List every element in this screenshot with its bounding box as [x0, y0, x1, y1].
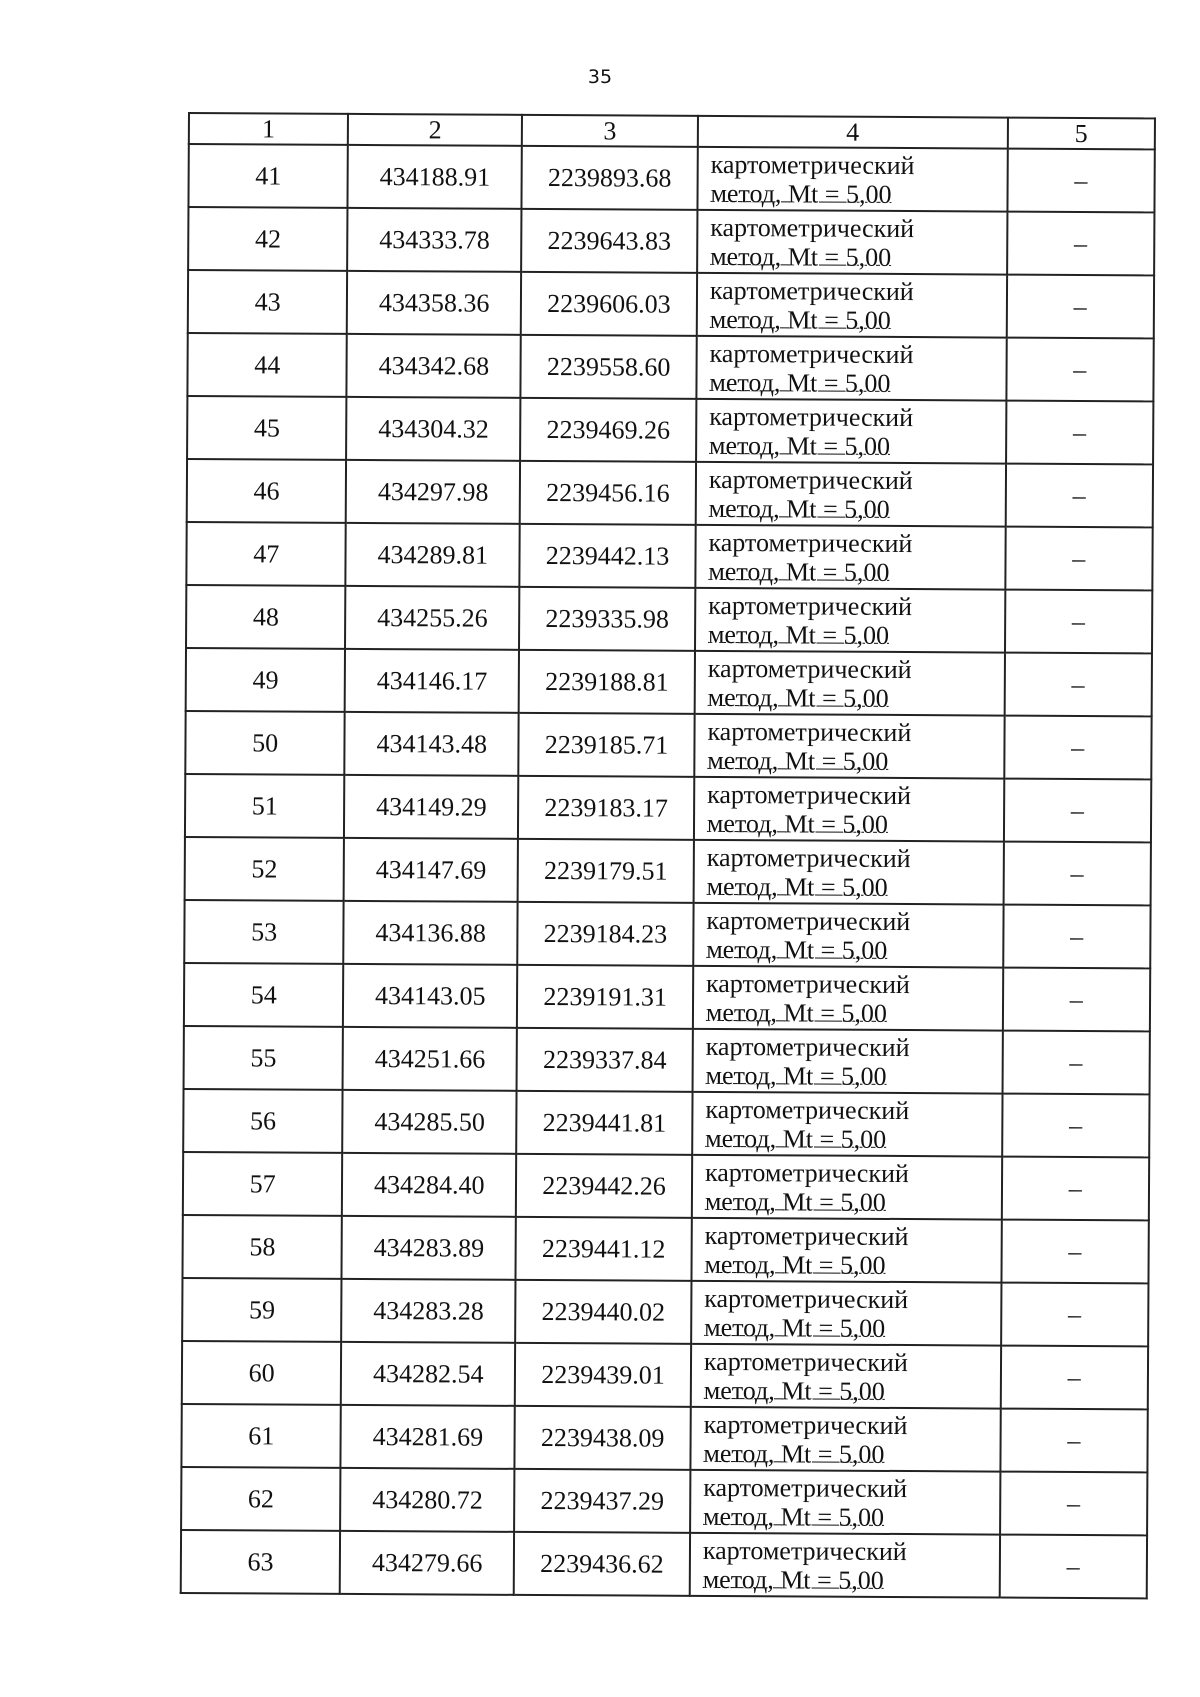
method-cell: [694, 840, 1004, 905]
method-cell: [694, 777, 1004, 842]
x-coordinate-cell: 434136.88: [344, 901, 518, 965]
method-line-2: метод, Mt = 5,00: [709, 367, 891, 398]
method-line-2: метод, Mt = 5,00: [705, 997, 887, 1028]
header-col-3: 3: [522, 115, 698, 147]
point-number-cell: 58: [182, 1215, 342, 1279]
x-coordinate-cell: 434284.40: [342, 1153, 516, 1217]
note-cell: –: [1003, 842, 1151, 906]
y-coordinate-cell: 2239558.60: [521, 335, 697, 399]
method-cell: [695, 651, 1005, 716]
point-number-cell: 50: [185, 711, 345, 775]
method-line-1: картометрический: [708, 527, 913, 558]
method-line-2: метод, Mt = 5,00: [705, 1123, 887, 1154]
method-line-2: метод, Mt = 5,00: [705, 1060, 887, 1091]
y-coordinate-cell: 2239643.83: [521, 209, 697, 273]
point-number-cell: 53: [184, 900, 344, 964]
method-line-1: картометрический: [706, 842, 911, 873]
table-row: [185, 837, 1151, 905]
method-cell: [695, 525, 1005, 590]
table-row: [186, 648, 1152, 716]
method-cell: [692, 1029, 1002, 1094]
method-line-2: метод, Mt = 5,00: [707, 745, 889, 776]
x-coordinate-cell: 434285.50: [343, 1090, 517, 1154]
point-number-cell: 45: [187, 396, 347, 460]
method-line-2: метод, Mt = 5,00: [703, 1438, 885, 1469]
y-coordinate-cell: 2239441.12: [516, 1217, 692, 1281]
method-cell: [690, 1470, 1000, 1535]
note-cell: –: [1006, 401, 1154, 465]
method-line-2: метод, Mt = 5,00: [706, 934, 888, 965]
x-coordinate-cell: 434304.32: [346, 397, 520, 461]
y-coordinate-cell: 2239185.71: [518, 713, 694, 777]
note-cell: –: [999, 1535, 1147, 1599]
point-number-cell: 42: [188, 207, 348, 271]
point-number-cell: 49: [186, 648, 346, 712]
note-cell: –: [1004, 716, 1152, 780]
method-line-1: картометрический: [704, 1220, 909, 1251]
table-row: [183, 1152, 1149, 1220]
note-cell: –: [1004, 653, 1152, 717]
point-number-cell: 63: [181, 1530, 341, 1594]
point-number-cell: 52: [185, 837, 345, 901]
method-cell: [695, 588, 1005, 653]
point-number-cell: 60: [182, 1341, 342, 1405]
y-coordinate-cell: 2239469.26: [520, 398, 696, 462]
method-line-1: картометрический: [706, 905, 911, 936]
table-row: [186, 585, 1152, 653]
method-line-1: картометрический: [710, 212, 915, 243]
y-coordinate-cell: 2239179.51: [518, 839, 694, 903]
x-coordinate-cell: 434143.05: [343, 964, 517, 1028]
method-line-1: картометрический: [704, 1283, 909, 1314]
method-line-2: метод, Mt = 5,00: [710, 241, 892, 272]
method-line-2: метод, Mt = 5,00: [704, 1312, 886, 1343]
method-line-2: метод, Mt = 5,00: [703, 1501, 885, 1532]
y-coordinate-cell: 2239337.84: [517, 1028, 693, 1092]
y-coordinate-cell: 2239183.17: [518, 776, 694, 840]
note-cell: –: [1003, 905, 1151, 969]
x-coordinate-cell: 434333.78: [348, 208, 522, 272]
x-coordinate-cell: 434149.29: [344, 775, 518, 839]
table-row: [185, 711, 1151, 779]
point-number-cell: 48: [186, 585, 346, 649]
note-cell: –: [1002, 1094, 1150, 1158]
note-cell: –: [1006, 275, 1154, 339]
method-cell: [696, 399, 1006, 464]
x-coordinate-cell: 434147.69: [344, 838, 518, 902]
note-cell: –: [1006, 338, 1154, 402]
x-coordinate-cell: 434283.89: [342, 1216, 516, 1280]
method-line-2: метод, Mt = 5,00: [708, 493, 890, 524]
note-cell: –: [1005, 464, 1153, 528]
note-cell: –: [1001, 1283, 1149, 1347]
point-number-cell: 55: [184, 1026, 344, 1090]
method-line-2: метод, Mt = 5,00: [704, 1249, 886, 1280]
page-number: 35: [587, 66, 613, 88]
table-row: [188, 144, 1154, 212]
table-row: [187, 333, 1153, 401]
y-coordinate-cell: 2239438.09: [515, 1406, 691, 1470]
y-coordinate-cell: 2239436.62: [514, 1532, 690, 1596]
x-coordinate-cell: 434279.66: [340, 1531, 514, 1595]
method-line-1: картометрический: [710, 149, 915, 180]
method-cell: [697, 210, 1007, 275]
header-col-2: 2: [348, 114, 522, 146]
method-line-1: картометрический: [707, 779, 912, 810]
x-coordinate-cell: 434188.91: [348, 145, 522, 209]
method-line-2: метод, Mt = 5,00: [709, 430, 891, 461]
y-coordinate-cell: 2239439.01: [515, 1343, 691, 1407]
method-line-2: метод, Mt = 5,00: [706, 871, 888, 902]
x-coordinate-cell: 434251.66: [343, 1027, 517, 1091]
method-cell: [691, 1281, 1001, 1346]
method-line-1: картометрический: [703, 1472, 908, 1503]
table-row: [181, 1404, 1147, 1472]
x-coordinate-cell: 434143.48: [345, 712, 519, 776]
method-line-1: картометрический: [706, 968, 910, 999]
method-line-2: метод, Mt = 5,00: [702, 1564, 884, 1595]
method-line-2: метод, Mt = 5,00: [706, 808, 889, 839]
table-row: [188, 207, 1154, 275]
method-line-1: картометрический: [708, 464, 913, 495]
point-number-cell: 41: [188, 144, 348, 208]
point-number-cell: 61: [181, 1404, 341, 1468]
method-cell: [697, 273, 1007, 338]
method-line-1: картометрический: [702, 1535, 907, 1566]
method-line-2: метод, Mt = 5,00: [710, 178, 892, 209]
y-coordinate-cell: 2239437.29: [514, 1469, 690, 1533]
y-coordinate-cell: 2239893.68: [522, 146, 698, 210]
method-line-1: картометрический: [705, 1031, 910, 1062]
method-line-1: картометрический: [709, 338, 914, 369]
point-number-cell: 44: [187, 333, 347, 397]
method-line-2: метод, Mt = 5,00: [707, 619, 890, 650]
method-line-1: картометрический: [704, 1157, 909, 1188]
point-number-cell: 51: [185, 774, 345, 838]
table-body: [181, 144, 1155, 1598]
note-cell: –: [1000, 1346, 1148, 1410]
table-row: [181, 1467, 1147, 1535]
note-cell: –: [1002, 968, 1150, 1032]
method-line-2: метод, Mt = 5,00: [703, 1375, 885, 1406]
header-col-4: 4: [698, 116, 1008, 149]
table-row: [182, 1278, 1148, 1346]
method-cell: [693, 966, 1003, 1031]
method-cell: [697, 147, 1007, 212]
table-row: [184, 963, 1150, 1031]
note-cell: –: [1002, 1031, 1150, 1095]
method-line-1: картометрический: [709, 275, 914, 306]
method-line-1: картометрический: [705, 1094, 910, 1125]
method-line-2: метод, Mt = 5,00: [708, 556, 890, 587]
table-row: [182, 1341, 1148, 1409]
y-coordinate-cell: 2239188.81: [519, 650, 695, 714]
x-coordinate-cell: 434283.28: [342, 1279, 516, 1343]
x-coordinate-cell: 434281.69: [341, 1405, 515, 1469]
y-coordinate-cell: 2239191.31: [517, 965, 693, 1029]
method-line-1: картометрический: [708, 590, 913, 621]
table-row: [183, 1089, 1149, 1157]
method-line-2: метод, Mt = 5,00: [707, 682, 889, 713]
table-row: [182, 1215, 1148, 1283]
x-coordinate-cell: 434358.36: [347, 271, 521, 335]
method-line-1: картометрический: [709, 401, 914, 432]
point-number-cell: 56: [183, 1089, 343, 1153]
x-coordinate-cell: 434255.26: [345, 586, 519, 650]
point-number-cell: 62: [181, 1467, 341, 1531]
method-line-2: метод, Mt = 5,00: [709, 304, 891, 335]
table-row: [185, 774, 1151, 842]
method-cell: [696, 336, 1006, 401]
method-cell: [694, 714, 1004, 779]
point-number-cell: 54: [184, 963, 344, 1027]
note-cell: –: [1000, 1472, 1148, 1536]
note-cell: –: [1000, 1409, 1148, 1473]
y-coordinate-cell: 2239440.02: [515, 1280, 691, 1344]
note-cell: –: [1001, 1157, 1149, 1221]
note-cell: –: [1003, 779, 1151, 843]
x-coordinate-cell: 434297.98: [346, 460, 520, 524]
y-coordinate-cell: 2239335.98: [519, 587, 695, 651]
x-coordinate-cell: 434280.72: [340, 1468, 514, 1532]
method-cell: [691, 1344, 1001, 1409]
point-number-cell: 59: [182, 1278, 342, 1342]
table-row: [188, 270, 1154, 338]
y-coordinate-cell: 2239442.26: [516, 1154, 692, 1218]
y-coordinate-cell: 2239442.13: [520, 524, 696, 588]
method-cell: [693, 903, 1003, 968]
table-row: [187, 396, 1153, 464]
table-row: [186, 522, 1152, 590]
table-row: [181, 1530, 1147, 1598]
point-number-cell: 57: [183, 1152, 343, 1216]
point-number-cell: 43: [188, 270, 348, 334]
method-cell: [696, 462, 1006, 527]
method-line-1: картометрический: [707, 716, 912, 747]
x-coordinate-cell: 434282.54: [341, 1342, 515, 1406]
y-coordinate-cell: 2239606.03: [521, 272, 697, 336]
header-col-1: 1: [189, 113, 349, 145]
method-cell: [690, 1407, 1000, 1472]
x-coordinate-cell: 434342.68: [347, 334, 521, 398]
point-number-cell: 47: [186, 522, 346, 586]
y-coordinate-cell: 2239184.23: [517, 902, 693, 966]
note-cell: –: [1007, 212, 1155, 276]
note-cell: –: [1005, 590, 1153, 654]
header-col-5: 5: [1007, 118, 1155, 150]
method-line-1: картометрический: [707, 653, 912, 684]
note-cell: –: [1005, 527, 1153, 591]
method-line-1: картометрический: [703, 1346, 908, 1377]
table-row: [187, 459, 1153, 527]
method-cell: [692, 1092, 1002, 1157]
table-row: [184, 900, 1150, 968]
point-number-cell: 46: [187, 459, 347, 523]
x-coordinate-cell: 434146.17: [345, 649, 519, 713]
x-coordinate-cell: 434289.81: [346, 523, 520, 587]
note-cell: –: [1001, 1220, 1149, 1284]
method-line-2: метод, Mt = 5,00: [704, 1186, 886, 1217]
y-coordinate-cell: 2239456.16: [520, 461, 696, 525]
y-coordinate-cell: 2239441.81: [516, 1091, 692, 1155]
coordinates-table: [180, 112, 1156, 1599]
method-cell: [692, 1155, 1002, 1220]
note-cell: –: [1007, 149, 1155, 213]
table-row: [184, 1026, 1150, 1094]
method-cell: [690, 1533, 1000, 1598]
method-cell: [691, 1218, 1001, 1283]
method-line-1: картометрический: [703, 1409, 908, 1440]
